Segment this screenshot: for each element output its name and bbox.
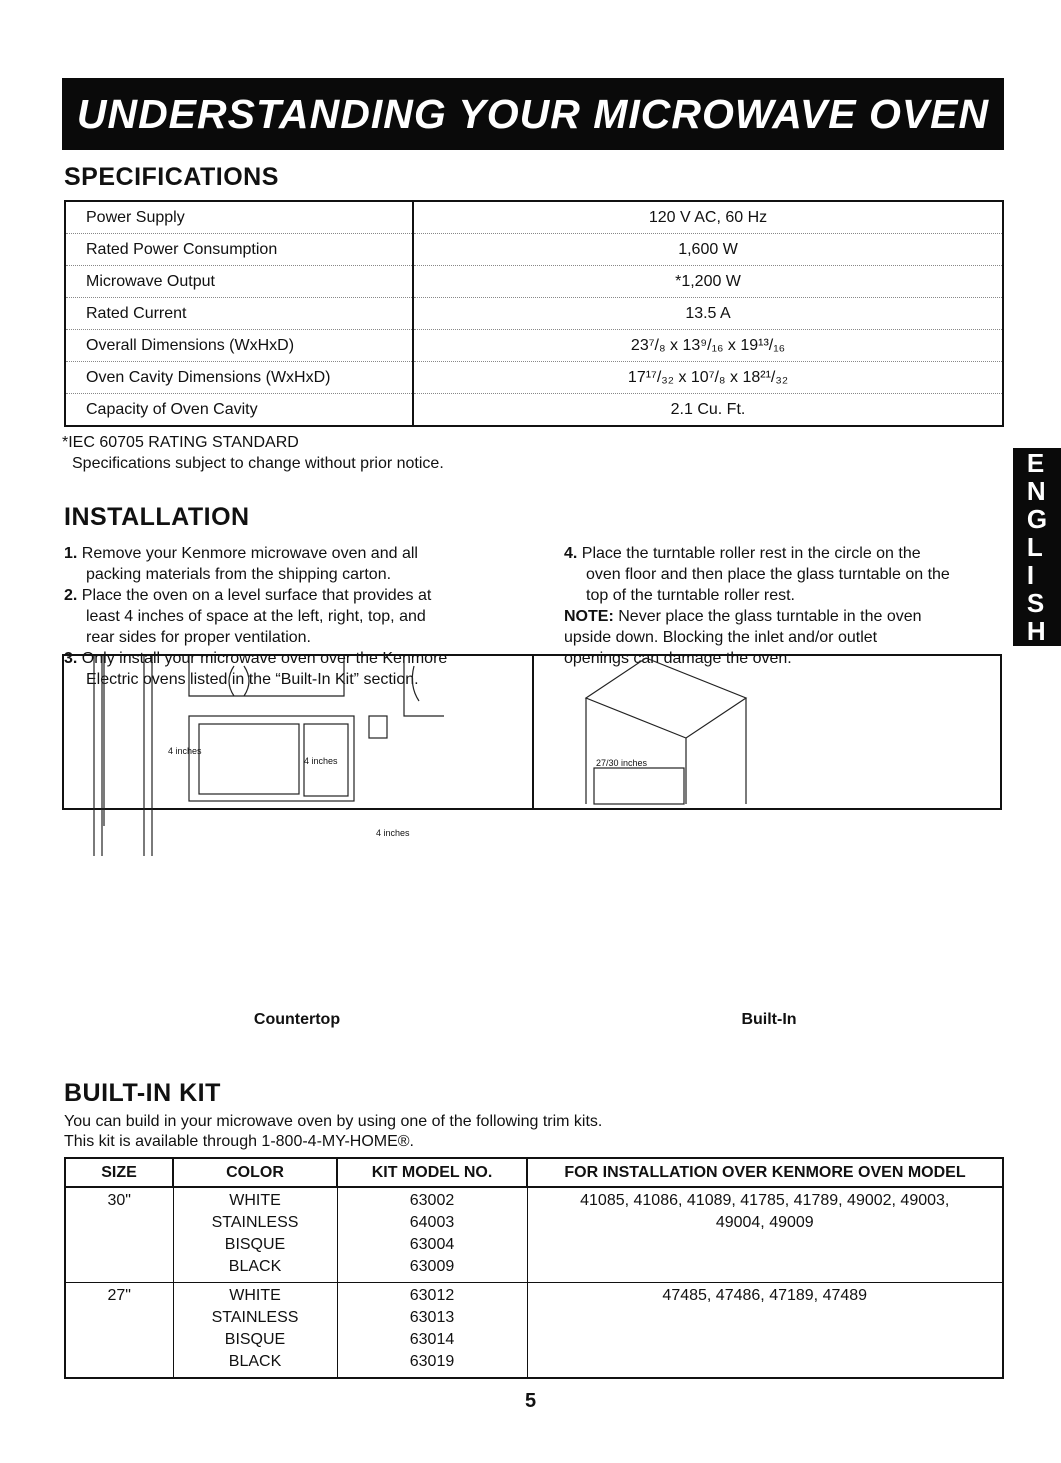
- col-kit-model: KIT MODEL NO.: [337, 1158, 527, 1187]
- spec-value: *1,200 W: [413, 266, 1003, 298]
- page-banner: UNDERSTANDING YOUR MICROWAVE OVEN: [62, 78, 1004, 150]
- language-side-tab: [1013, 448, 1061, 646]
- label-left-inches: 4 inches: [168, 746, 202, 756]
- spec-value: 2.1 Cu. Ft.: [670, 400, 746, 418]
- specifications-heading: SPECIFICATIONS: [64, 163, 279, 191]
- spec-label: Capacity of Oven Cavity: [65, 394, 413, 427]
- kit-colors: WHITE STAINLESS BISQUE BLACK: [173, 1283, 337, 1379]
- step-text: Electric ovens listed in the “Built-In Kit” section.: [86, 671, 419, 688]
- countertop-caption: Countertop: [253, 1011, 341, 1028]
- col-oven-model: FOR INSTALLATION OVER KENMORE OVEN MODEL: [527, 1158, 1003, 1187]
- spec-value: 23⁷/₈ x 13⁹/₁₆ x 19¹³/₁₆: [413, 330, 1003, 362]
- note-text: openings can damage the oven.: [564, 650, 792, 667]
- kit-size: 30": [65, 1187, 173, 1283]
- kit-size: 27": [65, 1283, 173, 1379]
- builtin-kit-availability: This kit is available through 1-800-4-MY-HOME®.: [64, 1133, 414, 1150]
- builtin-kit-table: [64, 1157, 1004, 1379]
- kit-colors: WHITE STAINLESS BISQUE BLACK: [173, 1187, 337, 1283]
- note-text: upside down. Blocking the inlet and/or outlet: [564, 629, 878, 646]
- col-size: SIZE: [65, 1158, 173, 1187]
- spec-row: [65, 266, 1003, 298]
- spec-value: 1,600 W: [413, 234, 1003, 266]
- step-text: top of the turntable roller rest.: [586, 587, 795, 604]
- spec-label: Rated Power Consumption: [65, 234, 413, 266]
- spec-label: Oven Cavity Dimensions (WxHxD): [65, 362, 413, 394]
- step-item: 1. Remove your Kenmore microwave oven and all: [64, 545, 418, 562]
- label-top-inches: 4 inches: [304, 756, 338, 766]
- kit-group-row: [65, 1187, 1003, 1283]
- label-right-inches: 4 inches: [376, 828, 410, 838]
- spec-label: Rated Current: [65, 298, 413, 330]
- step-text: least 4 inches of space at the left, right, top, and: [86, 608, 426, 625]
- builtin-kit-heading: BUILT-IN KIT: [64, 1079, 221, 1107]
- installation-note: NOTE: Never place the glass turntable in the oven: [564, 608, 922, 625]
- installation-steps-right: [564, 543, 1004, 669]
- step-text: rear sides for proper ventilation.: [86, 629, 311, 646]
- spec-value: 13.5 A: [413, 298, 1003, 330]
- builtin-kit-intro: You can build in your microwave oven by using one of the following trim kits.: [64, 1113, 603, 1130]
- page-number: 5: [524, 1390, 537, 1412]
- kit-models: 63012 63013 63014 63019: [337, 1283, 527, 1379]
- spec-label: Power Supply: [65, 201, 413, 234]
- spec-row: [65, 362, 1003, 394]
- label-builtin-width: 27/30 inches: [596, 758, 648, 768]
- spec-row: [65, 394, 1003, 427]
- side-tab-text: E N G L I S H: [1026, 448, 1048, 646]
- spec-notice: Specifications subject to change without prior notice.: [72, 455, 444, 472]
- col-color: COLOR: [173, 1158, 337, 1187]
- spec-label: Overall Dimensions (WxHxD): [65, 330, 413, 362]
- spec-row: [65, 201, 1003, 234]
- oven-models: 41085, 41086, 41089, 41785, 41789, 49002, 49003, 49004, 49009: [527, 1187, 1003, 1283]
- specifications-table: [64, 200, 1004, 427]
- kit-header-row: [65, 1158, 1003, 1187]
- spec-row: [65, 298, 1003, 330]
- step-text: packing materials from the shipping carton.: [86, 566, 392, 583]
- figures-divider: [532, 654, 534, 810]
- kit-group-row: [65, 1283, 1003, 1379]
- step-item: 4. Place the turntable roller rest in the circle on the: [564, 545, 921, 562]
- spec-label: Microwave Output: [65, 266, 413, 298]
- step-text: oven floor and then place the glass turntable on the: [586, 566, 950, 583]
- builtin-illustration: [536, 658, 1000, 804]
- kit-models: 63002 64003 63004 63009: [337, 1187, 527, 1283]
- builtin-caption: Built-In: [741, 1011, 797, 1028]
- spec-row: [65, 330, 1003, 362]
- step-item: 2. Place the oven on a level surface that provides at: [64, 587, 432, 604]
- spec-value: 120 V AC, 60 Hz: [413, 201, 1003, 234]
- spec-footnote: *IEC 60705 RATING STANDARD: [62, 434, 299, 451]
- installation-heading: INSTALLATION: [64, 503, 250, 531]
- spec-value: 17¹⁷/₃₂ x 10⁷/₈ x 18²¹/₃₂: [413, 362, 1003, 394]
- countertop-illustration: [64, 656, 530, 838]
- oven-models: 47485, 47486, 47189, 47489: [527, 1283, 1003, 1379]
- step-item: 3. Only install your microwave oven over the Kenmore: [64, 650, 448, 667]
- spec-row: [65, 234, 1003, 266]
